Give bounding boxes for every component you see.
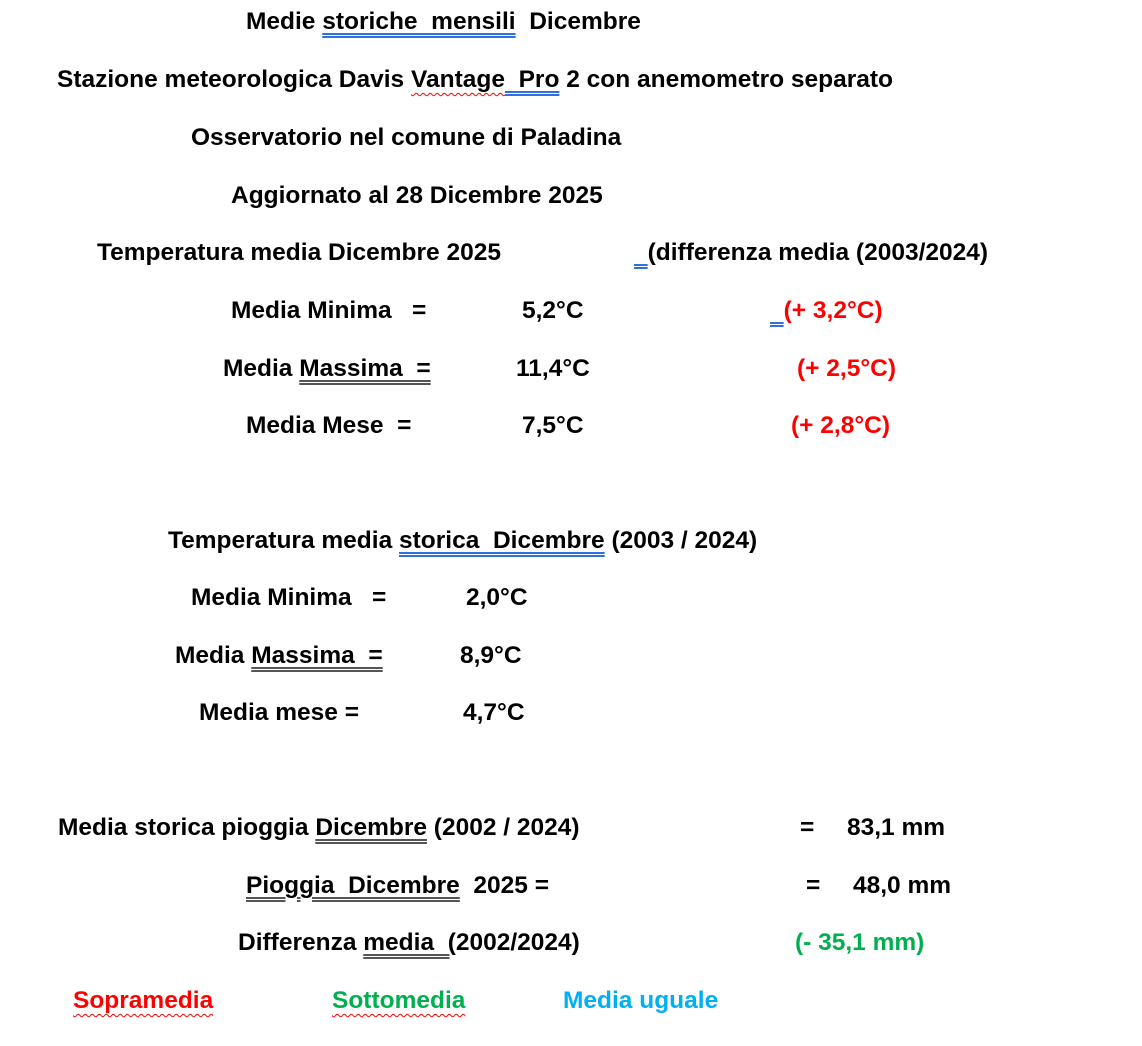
legend-equal: Media uguale [563, 987, 719, 1014]
historic-mean-value: 4,7°C [463, 699, 525, 726]
rain-historic-value: 83,1 mm [847, 814, 946, 841]
current-mean-value: 7,5°C [522, 412, 584, 439]
rain-diff-value: (- 35,1 mm) [795, 929, 925, 956]
rain-current-label: Pioggia Dicembre 2025 = [246, 872, 549, 899]
rain-current-eq: = [806, 872, 821, 899]
rain-historic-label: Media storica pioggia Dicembre (2002 / 2024) [58, 814, 580, 841]
historic-max-value: 8,9°C [460, 642, 522, 669]
legend-above: Sopramedia [73, 987, 214, 1014]
legend-below: Sottomedia [332, 987, 466, 1014]
historic-heading: Temperatura media storica Dicembre (2003 / 2024) [168, 527, 758, 554]
rain-diff-label: Differenza media (2002/2024) [238, 929, 580, 956]
current-max-diff: (+ 2,5°C) [797, 355, 896, 382]
current-max-value: 11,4°C [516, 355, 590, 382]
current-min-value: 5,2°C [522, 297, 584, 324]
current-max-label: Media Massima = [223, 355, 431, 382]
current-min-diff: (+ 3,2°C) [783, 297, 883, 324]
observatory-line: Osservatorio nel comune di Paladina [191, 124, 622, 151]
current-heading: Temperatura media Dicembre 2025 [97, 239, 501, 266]
updated-line: Aggiornato al 28 Dicembre 2025 [231, 182, 603, 209]
rain-current-value: 48,0 mm [853, 872, 952, 899]
historic-min-value: 2,0°C [466, 584, 528, 611]
historic-min-label: Media Minima = [191, 584, 387, 611]
historic-mean-label: Media mese = [199, 699, 360, 726]
current-mean-diff: (+ 2,8°C) [791, 412, 890, 439]
historic-max-label: Media Massima = [175, 642, 383, 669]
current-min-label: Media Minima = [231, 297, 427, 324]
doc-title: Medie storiche mensili Dicembre [246, 8, 641, 35]
diff-heading: (differenza media (2003/2024) [647, 239, 989, 266]
station-line: Stazione meteorologica Davis Vantage Pro 2 con anemometro separato [57, 66, 894, 93]
current-mean-label: Media Mese = [246, 412, 412, 439]
rain-historic-eq: = [800, 814, 815, 841]
